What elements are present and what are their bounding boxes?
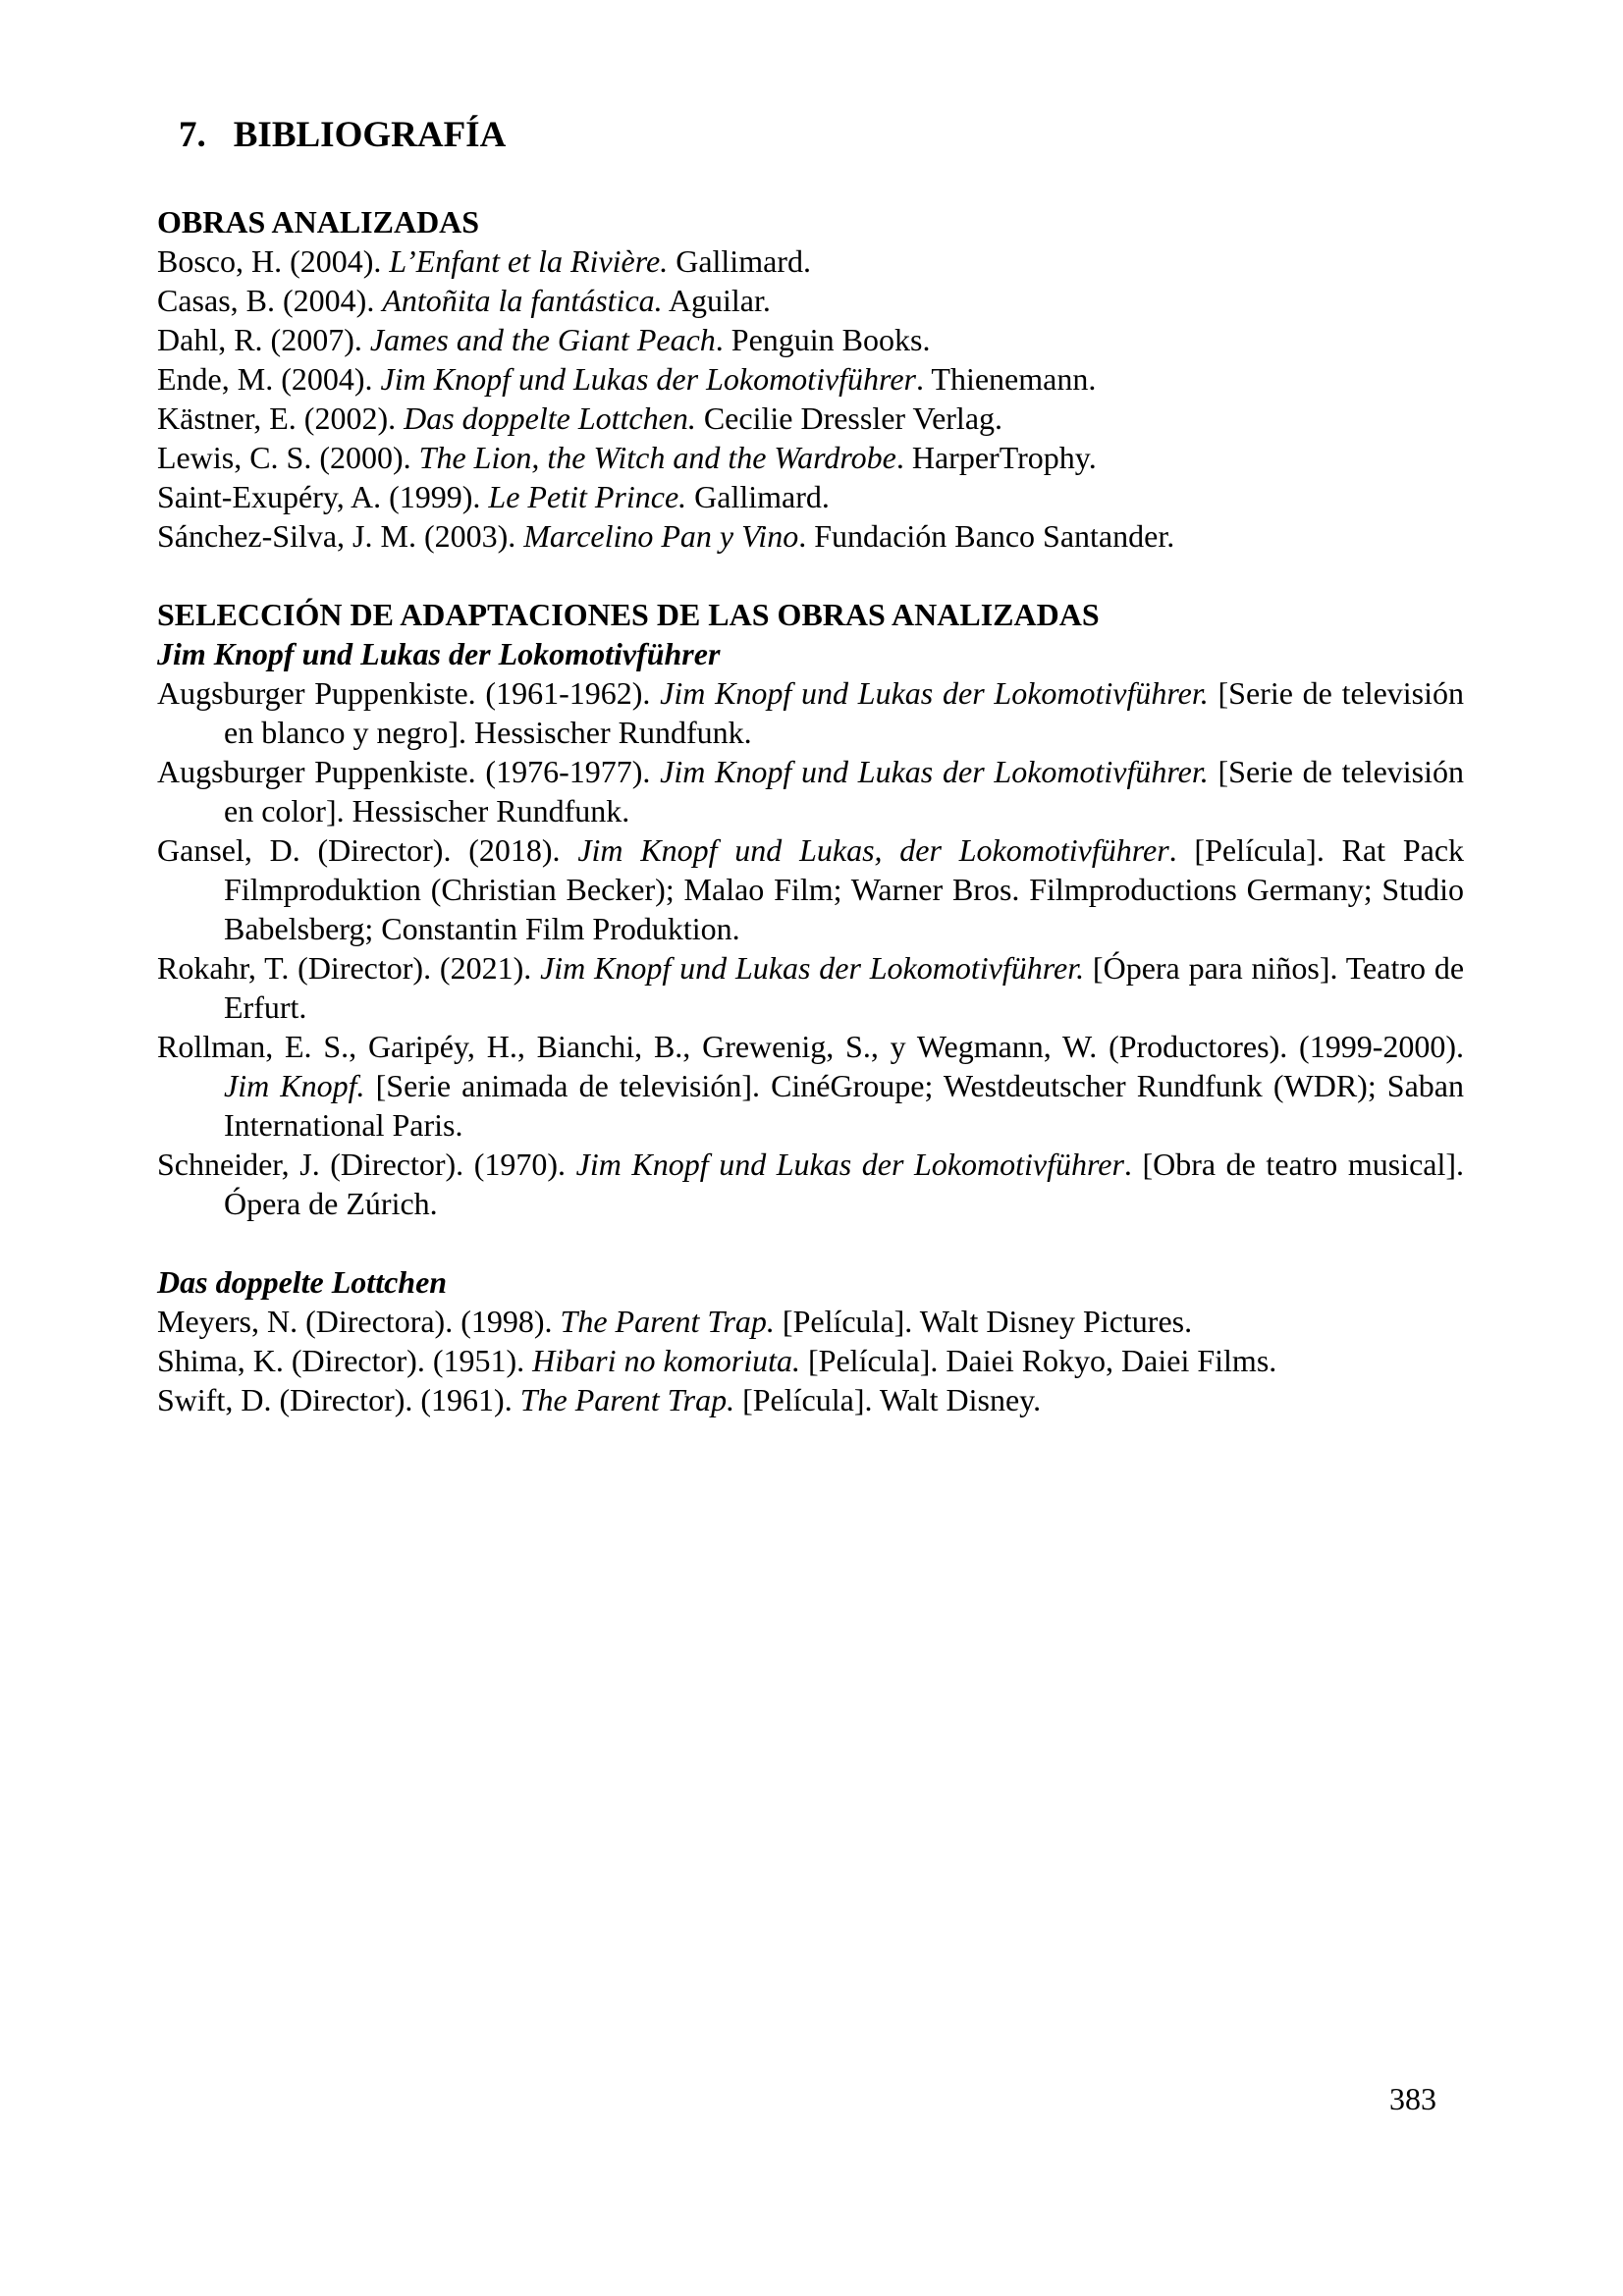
work-title: Jim Knopf und Lukas, der Lokomotivführer bbox=[577, 832, 1169, 868]
bibliography-entry bbox=[157, 1341, 1464, 1380]
bibliography-entry bbox=[157, 320, 1464, 359]
entry-text: Saint-Exupéry, A. (1999). bbox=[157, 479, 489, 514]
bibliography-entry bbox=[157, 281, 1464, 320]
entry-text: Lewis, C. S. (2000). bbox=[157, 440, 419, 475]
work-title: L’Enfant et la Rivière. bbox=[389, 243, 669, 279]
entry-text: . [Película]. Rat Pack Filmproduktion (Christian Becker); Malao Film; Warner Bros. Filmproductions Germany; Studio Babelsberg; Constantin Film Produktion. bbox=[224, 832, 1465, 946]
entry-text: Augsburger Puppenkiste. (1976-1977). bbox=[157, 754, 661, 789]
work-title: Jim Knopf und Lukas der Lokomotivführer bbox=[380, 361, 916, 397]
bibliography-entry bbox=[157, 359, 1464, 399]
entry-text: Aguilar. bbox=[662, 283, 771, 318]
entry-text: Swift, D. (Director). (1961). bbox=[157, 1382, 520, 1417]
entry-text: [Ópera para niños]. Teatro de Erfurt. bbox=[224, 950, 1465, 1025]
entry-text: Gansel, D. (Director). (2018). bbox=[157, 832, 578, 868]
bibliography-entry bbox=[157, 1380, 1464, 1419]
chapter-heading bbox=[179, 114, 1464, 157]
work-title: The Parent Trap. bbox=[560, 1304, 775, 1339]
entry-text: . Penguin Books. bbox=[715, 322, 931, 357]
work-title: Das doppelte Lottchen. bbox=[404, 400, 696, 436]
work-title: The Parent Trap. bbox=[519, 1382, 735, 1417]
entry-text: Shima, K. (Director). (1951). bbox=[157, 1343, 533, 1378]
subsection-heading: Jim Knopf und Lukas der Lokomotivführer bbox=[157, 636, 721, 671]
section-heading: OBRAS ANALIZADAS bbox=[157, 204, 480, 240]
section-heading: SELECCIÓN DE ADAPTACIONES DE LAS OBRAS ANALIZADAS bbox=[157, 597, 1100, 632]
entry-text: Casas, B. (2004). bbox=[157, 283, 383, 318]
bibliography-entry bbox=[157, 830, 1464, 948]
entry-text: [Película]. Daiei Rokyo, Daiei Films. bbox=[800, 1343, 1277, 1378]
entry-text: Augsburger Puppenkiste. (1961-1962). bbox=[157, 675, 661, 711]
entry-text: Bosco, H. (2004). bbox=[157, 243, 390, 279]
work-title: Antoñita la fantástica. bbox=[382, 283, 663, 318]
bibliography-entry bbox=[157, 673, 1464, 752]
chapter-number: 7. bbox=[179, 115, 206, 155]
entry-text: [Serie de televisión en blanco y negro]. Hessischer Rundfunk. bbox=[224, 675, 1465, 750]
work-title: Hibari no komoriuta. bbox=[532, 1343, 801, 1378]
entry-text: . Fundación Banco Santander. bbox=[798, 518, 1175, 554]
entry-text: Rokahr, T. (Director). (2021). bbox=[157, 950, 541, 986]
entry-text: Gallimard. bbox=[686, 479, 830, 514]
entry-text: . Thienemann. bbox=[915, 361, 1097, 397]
entry-text: . HarperTrophy. bbox=[895, 440, 1097, 475]
work-title: Jim Knopf und Lukas der Lokomotivführer. bbox=[660, 754, 1209, 789]
entry-text: Cecilie Dressler Verlag. bbox=[695, 400, 1003, 436]
bibliography-content bbox=[157, 202, 1464, 1419]
work-title: Jim Knopf und Lukas der Lokomotivführer bbox=[575, 1147, 1124, 1182]
work-title: James and the Giant Peach bbox=[369, 322, 716, 357]
bibliography-entry bbox=[157, 1027, 1464, 1145]
entry-text: . [Obra de teatro musical]. Ópera de Zúrich. bbox=[224, 1147, 1465, 1221]
bibliography-entry bbox=[157, 1302, 1464, 1341]
work-title: Jim Knopf und Lukas der Lokomotivführer. bbox=[540, 950, 1085, 986]
work-title: Le Petit Prince. bbox=[488, 479, 687, 514]
work-title: Jim Knopf und Lukas der Lokomotivführer. bbox=[660, 675, 1209, 711]
bibliography-entry bbox=[157, 477, 1464, 516]
entry-text: Meyers, N. (Directora). (1998). bbox=[157, 1304, 561, 1339]
work-title: Marcelino Pan y Vino bbox=[523, 518, 799, 554]
subsection-heading: Das doppelte Lottchen bbox=[157, 1264, 448, 1300]
entry-text: Kästner, E. (2002). bbox=[157, 400, 405, 436]
bibliography-entry bbox=[157, 948, 1464, 1027]
entry-text: Ende, M. (2004). bbox=[157, 361, 381, 397]
chapter-title: BIBLIOGRAFÍA bbox=[233, 115, 507, 155]
bibliography-entry bbox=[157, 1145, 1464, 1223]
bibliography-entry bbox=[157, 241, 1464, 281]
bibliography-entry bbox=[157, 752, 1464, 830]
entry-text: Schneider, J. (Director). (1970). bbox=[157, 1147, 576, 1182]
entry-text: Gallimard. bbox=[668, 243, 811, 279]
work-title: The Lion, the Witch and the Wardrobe bbox=[418, 440, 896, 475]
entry-text: [Serie de televisión en color]. Hessischer Rundfunk. bbox=[224, 754, 1465, 828]
entry-text: [Serie animada de televisión]. CinéGroupe; Westdeutscher Rundfunk (WDR); Saban International Paris. bbox=[224, 1068, 1465, 1143]
entry-text: Rollman, E. S., Garipéy, H., Bianchi, B., Grewenig, S., y Wegmann, W. (Productores). (1999-2000). bbox=[157, 1029, 1464, 1064]
bibliography-entry bbox=[157, 399, 1464, 438]
bibliography-entry bbox=[157, 438, 1464, 477]
entry-text: Dahl, R. (2007). bbox=[157, 322, 370, 357]
bibliography-entry bbox=[157, 516, 1464, 556]
work-title: Jim Knopf. bbox=[224, 1068, 365, 1103]
page-number: 383 bbox=[1389, 2081, 1436, 2116]
entry-text: [Película]. Walt Disney Pictures. bbox=[774, 1304, 1193, 1339]
entry-text: Sánchez-Silva, J. M. (2003). bbox=[157, 518, 524, 554]
entry-text: [Película]. Walt Disney. bbox=[734, 1382, 1042, 1417]
